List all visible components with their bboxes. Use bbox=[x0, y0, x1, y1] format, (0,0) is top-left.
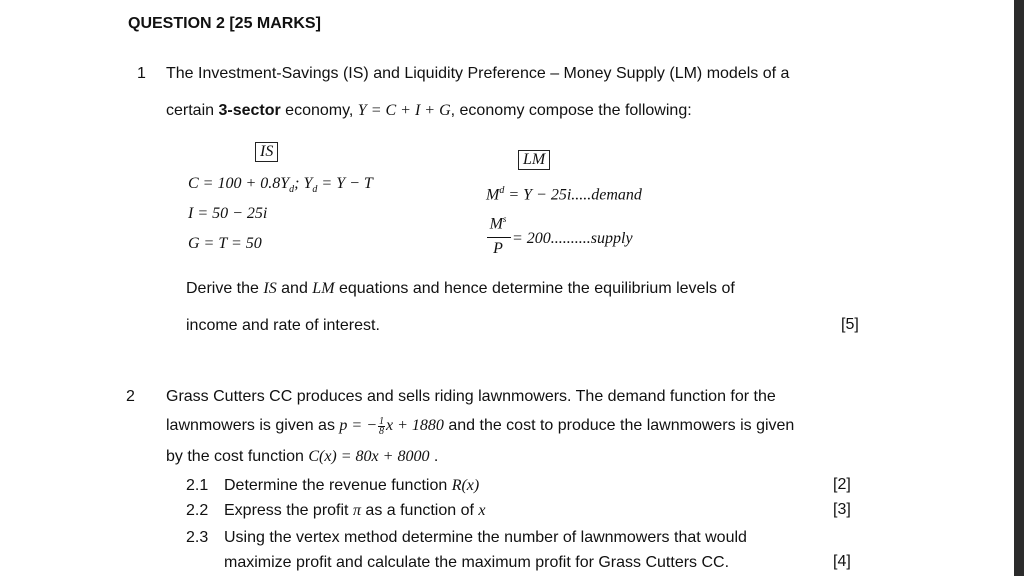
q2-1-marks: [2] bbox=[833, 476, 851, 493]
q2-2-number: 2.2 bbox=[186, 502, 209, 519]
q2-3-text-line1: Using the vertex method determine the number of lawnmowers that would bbox=[224, 529, 747, 546]
lm-supply-numerator: $M^s$ bbox=[489, 214, 507, 233]
q1-number: 1 bbox=[137, 65, 146, 82]
q2-3-text-line2: maximize profit and calculate the maximum profit for Grass Cutters CC. bbox=[224, 554, 730, 571]
q2-line3: by the cost function C(x) = 80x + 8000 . bbox=[166, 448, 439, 465]
q1-identity-eq: Y = C + I + G bbox=[357, 102, 451, 119]
q2-3-number: 2.3 bbox=[186, 529, 209, 546]
q2-2-text: Express the profit π as a function of x bbox=[224, 502, 486, 519]
q2-3-marks: [4] bbox=[833, 553, 851, 570]
one-eighth-fraction: $\frac{1}{8}$ bbox=[379, 415, 384, 437]
is-label-box: IS bbox=[255, 142, 278, 162]
lm-eq-demand: $M^d = Y$ − 25i.....demand bbox=[486, 185, 642, 204]
three-sector-bold: 3-sector bbox=[218, 102, 281, 119]
lm-label-box: LM bbox=[518, 150, 550, 170]
lm-eq-supply: = 200..........supply bbox=[512, 230, 633, 247]
q1-line2: certain 3-sector economy, Y = C + I + G, economy compose the following: bbox=[166, 102, 692, 119]
q2-2-marks: [3] bbox=[833, 501, 851, 518]
is-eq-consumption: $C = 100 + 0.8Y_d$; $Y_d = Y - T$ bbox=[188, 175, 373, 196]
demand-function: p = − $\frac{1}{8}$ x + 1880 bbox=[339, 415, 444, 437]
question-title: QUESTION 2 [25 MARKS] bbox=[128, 15, 321, 32]
is-eq-government: G = T = 50 bbox=[188, 235, 262, 252]
q1-derive-line2: income and rate of interest. bbox=[186, 317, 380, 334]
lm-supply-denominator: P bbox=[493, 240, 503, 257]
cost-function: C(x) = 80x + 8000 bbox=[308, 448, 430, 465]
q2-line2: lawnmowers is given as p = − $\frac{1}{8}$ x + 1880 and the cost to produce the lawnmowers is given bbox=[166, 415, 795, 437]
q2-1-number: 2.1 bbox=[186, 477, 209, 494]
q2-line1: Grass Cutters CC produces and sells riding lawnmowers. The demand function for the bbox=[166, 388, 776, 405]
q1-derive-line1: Derive the IS and LM equations and hence determine the equilibrium levels of bbox=[186, 280, 735, 297]
lm-supply-fraction-bar bbox=[487, 237, 511, 238]
q1-line1: The Investment-Savings (IS) and Liquidity Preference – Money Supply (LM) models of a bbox=[166, 65, 790, 82]
q1-marks: [5] bbox=[841, 316, 859, 333]
q2-number: 2 bbox=[126, 388, 135, 405]
q2-1-text: Determine the revenue function R(x) bbox=[224, 477, 480, 494]
is-eq-investment: I = 50 − 25i bbox=[188, 205, 268, 222]
dark-page-edge bbox=[1014, 0, 1024, 576]
